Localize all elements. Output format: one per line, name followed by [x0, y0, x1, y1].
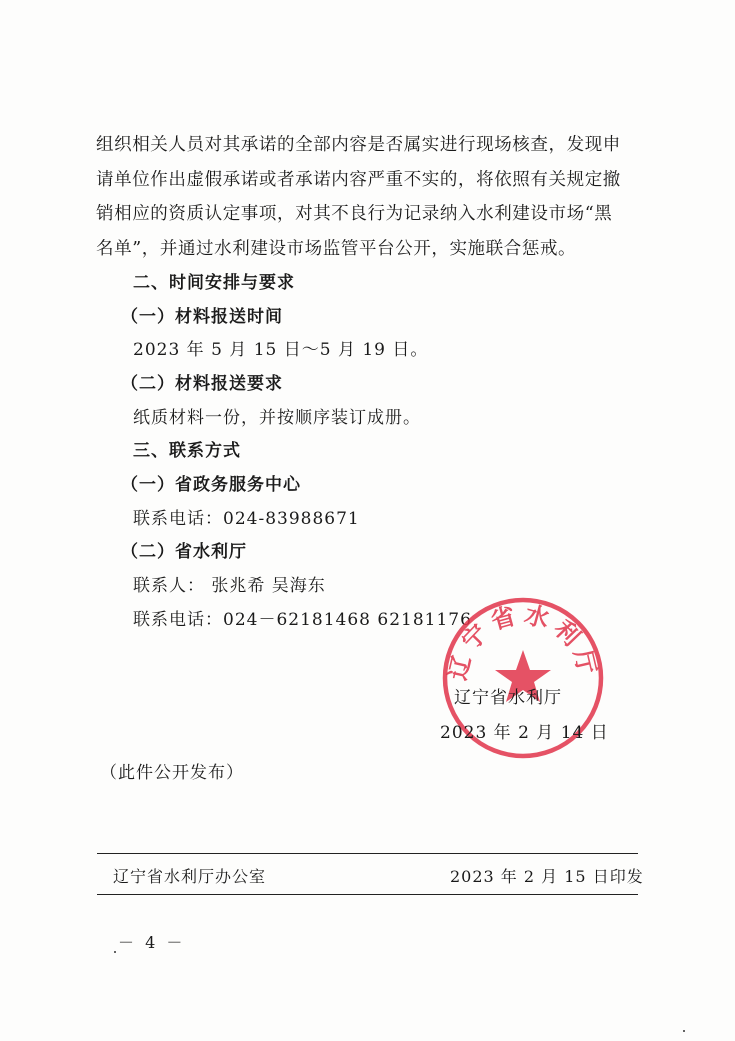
- contact-persons: 联系人： 张兆希 吴海东: [133, 576, 326, 596]
- paragraph-line: 请单位作出虚假承诺或者承诺内容严重不实的，将依照有关规定撤: [96, 170, 621, 190]
- scan-speck: [683, 1030, 685, 1032]
- paragraph-line: 组织相关人员对其承诺的全部内容是否属实进行现场核查，发现申: [96, 135, 621, 155]
- public-notice: （此件公开发布）: [100, 763, 244, 783]
- footer-issue-date: 2023 年 2 月 15 日印发: [450, 867, 644, 886]
- submission-time: 2023 年 5 月 15 日～5 月 19 日。: [133, 340, 429, 360]
- subsection-heading: （二）材料报送要求: [121, 374, 283, 394]
- subsection-heading: （二）省水利厅: [121, 542, 247, 562]
- footer-rule-bottom: [97, 894, 638, 895]
- signature-org: 辽宁省水利厅: [454, 688, 562, 708]
- contact-phone: 联系电话：024-83988671: [133, 509, 360, 529]
- section-heading: 三、联系方式: [133, 441, 241, 461]
- scan-speck: [114, 951, 116, 953]
- page-number: － 4 －: [118, 933, 186, 952]
- contact-phones: 联系电话：024－62181468 62181176: [133, 610, 472, 630]
- section-heading: 二、时间安排与要求: [133, 273, 295, 293]
- paragraph-line: 名单”，并通过水利建设市场监管平台公开，实施联合惩戒。: [96, 239, 577, 259]
- subsection-heading: （一）材料报送时间: [121, 307, 283, 327]
- paragraph-line: 销相应的资质认定事项，对其不良行为记录纳入水利建设市场“黑: [96, 204, 613, 224]
- submission-requirement: 纸质材料一份，并按顺序装订成册。: [133, 408, 421, 428]
- seal-text: 辽宁省水利厅: [443, 600, 603, 683]
- signature-date: 2023 年 2 月 14 日: [440, 723, 609, 743]
- footer-rule-top: [97, 853, 638, 854]
- subsection-heading: （一）省政务服务中心: [121, 475, 301, 495]
- footer-issuer: 辽宁省水利厅办公室: [113, 867, 267, 886]
